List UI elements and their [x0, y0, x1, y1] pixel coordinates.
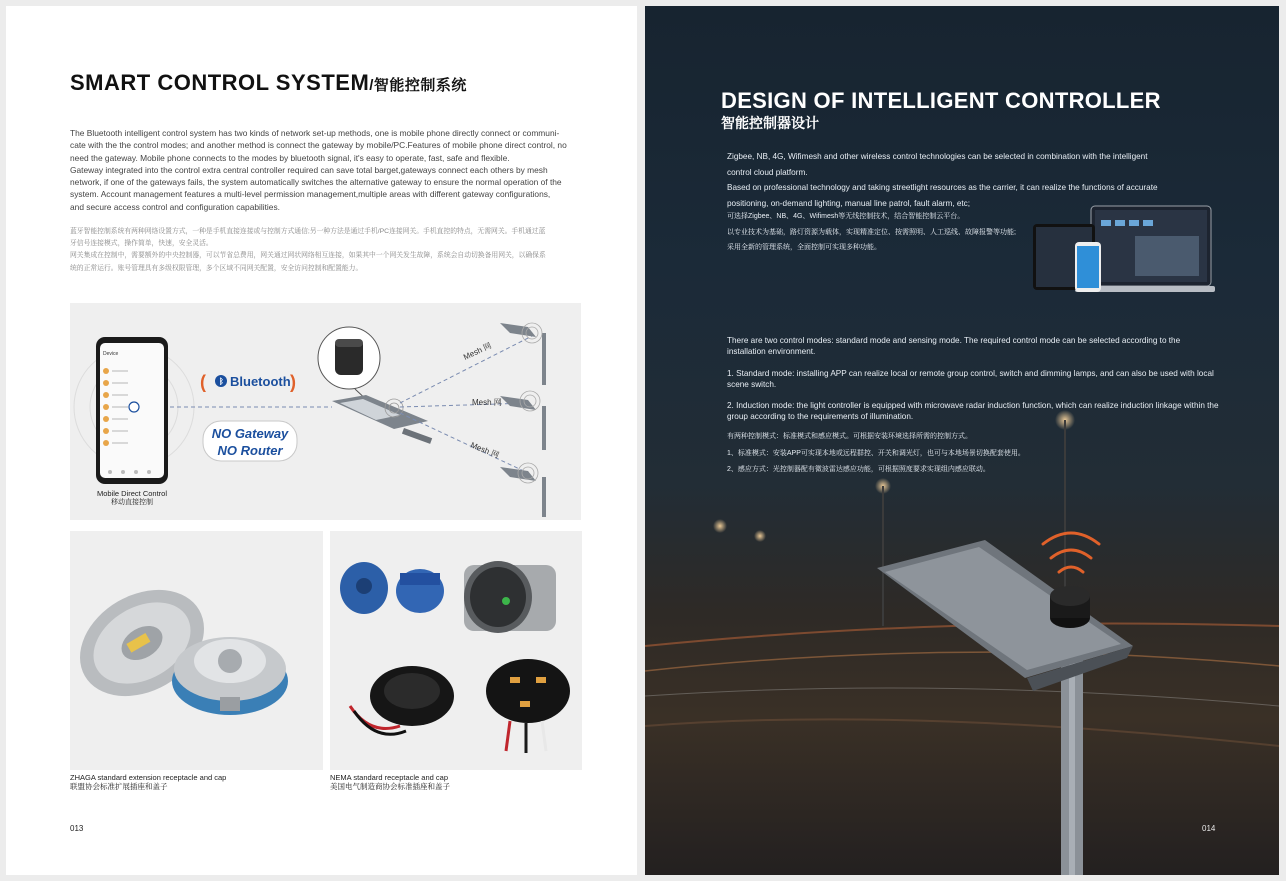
phone-caption-en: Mobile Direct Control [96, 489, 168, 498]
bluetooth-diagram [70, 303, 581, 520]
intro-line: and secure access control and configuration capabilities. [70, 201, 280, 212]
nema-illustration [330, 531, 582, 770]
mode-standard: 1. Standard mode: installing APP can realize local or remote group control, switch and dimming lamps, and can also be used with local scene switch. [727, 369, 1214, 389]
phone-header: Device [103, 351, 119, 357]
tech-paragraph-en [727, 149, 1197, 211]
bluetooth-label: Bluetooth [230, 374, 291, 389]
text-line: 有两种控制模式：标准模式和感应模式。可根据安装环境选择所需的控制方式。 [727, 433, 972, 440]
intro-line: The Bluetooth intelligent control system has two kinds of network set-up methods, one is mobile phone directly connect or communi- [70, 128, 560, 138]
text-line: control cloud platform. [727, 167, 808, 177]
intro-line-cn: 统的正常运行。账号管理具有多级权限管理，多个区域不同网关配置，安全访问控制和配置能力。 [70, 264, 363, 272]
phone-caption-cn: 移动直接控制 [111, 499, 153, 506]
svg-text:ᛒ: ᛒ [219, 377, 224, 386]
no-gateway-text: NO Gateway [211, 426, 289, 441]
controller-streetlight [877, 533, 1133, 875]
intro-english [70, 127, 586, 213]
page-title: DESIGN OF INTELLIGENT CONTROLLER [721, 88, 1161, 113]
intro-line-cn: 蓝牙智能控制系统有两种网络设置方式，一种是手机直接连接或与控制方式通信;另一种方法是通过手机/PC连接网关。手机直控的特点，无需网关。手机通过蓝 [70, 228, 546, 235]
nema-caption [330, 773, 450, 791]
page-title [70, 70, 467, 96]
page-title-cn: 智能控制器设计 [721, 115, 819, 131]
intro-line: need the gateway. Mobile phone connects to the modes by bluetooth signal, it's easy to operate, fast, safe and flexible. [70, 152, 510, 163]
road-streaks [645, 624, 1279, 747]
streetlight-small [500, 391, 546, 450]
intro-line-cn: 网关集成在控制中，需要额外的中央控制器，可以节省总费用，网关通过网状网络相互连接，如果其中一个网关发生故障，系统会自动切换备用网关，以确保系 [70, 252, 546, 260]
mode-induction: 2. Induction mode: the light controller is equipped with microwave radar induction function, which can realize induction linkage within the group according to the requirements of illumination. [727, 401, 1219, 421]
text-line: Zigbee, NB, 4G, Wifimesh and other wireless control technologies can be selected in combination with the intelligent [727, 152, 1148, 161]
main-streetlight [332, 395, 432, 444]
no-router-text: NO Router [217, 443, 283, 458]
devices-illustration [1033, 206, 1215, 292]
intro-line: Gateway integrated into the control extra central controller required can save total barget,gateways connect each others by mesh [70, 164, 548, 175]
mesh-label: Mesh 网 [462, 341, 493, 362]
text-line: positioning, on-demand lighting, manual line patrol, fault alarm, etc; [727, 198, 971, 208]
no-gateway-badge [203, 421, 297, 461]
title-en: SMART CONTROL SYSTEM [70, 70, 370, 95]
streetlight-small [500, 463, 546, 517]
intro-line: system. Account management features a multi-level permission management,multiple areas with different gateway configurations, [70, 189, 551, 200]
controller-bubble [318, 327, 380, 403]
left-page [6, 6, 637, 875]
zhaga-illustration [70, 531, 323, 770]
intro-line: network, if one of the gateways fails, the system automatically switches the alternative gateway to ensure the normal operation of the [70, 177, 562, 188]
text-line: 采用全新的管理系统，全面控制可实现多种功能。 [727, 244, 881, 251]
text-line: 2、感应方式：光控制器配有微波雷达感应功能，可根据照度要求实现组内感应联动。 [727, 466, 990, 473]
nema-caption-cn: 美国电气制造商协会标准插座和盖子 [330, 782, 450, 791]
zhaga-caption-cn: 联盟协会标准扩展插座和盖子 [70, 782, 168, 791]
phone-illustration [96, 337, 168, 484]
right-page [645, 6, 1279, 875]
bluetooth-badge [200, 372, 296, 392]
tech-paragraph-cn [727, 209, 1047, 256]
zhaga-caption [70, 773, 226, 791]
wireless-signal-icon [1043, 533, 1099, 572]
modes-cn [727, 429, 1219, 479]
diagram-svg [70, 303, 581, 520]
streetlight-small [500, 323, 546, 385]
nema-caption-en: NEMA standard receptacle and cap [330, 773, 448, 782]
svg-text:): ) [290, 372, 296, 392]
page-number: 013 [70, 824, 84, 833]
text-line: Based on professional technology and taking streetlight resources as the carrier, it can realize the functions of accurate [727, 183, 1158, 192]
page-number: 014 [1202, 824, 1216, 833]
text-line: 可选择Zigbee、NB、4G、Wifimesh等无线控制技术，结合智能控制云平台。 [727, 213, 965, 220]
mesh-label: Mesh 网 [469, 440, 501, 461]
intro-line: cate with the the control modes; and another method is connect the gateway by mobile/PC.Features of mobile phone direct control, no [70, 140, 567, 151]
text-line: 以专业技术为基础，路灯资源为载体，实现精准定位、按需照明、人工巡线、故障报警等功能; [727, 228, 1016, 236]
zhaga-photo [70, 531, 323, 770]
nema-photo [330, 531, 582, 770]
zhaga-caption-en: ZHAGA standard extension receptacle and cap [70, 773, 227, 782]
modes-intro: There are two control modes: standard mode and sensing mode. The required control mode can be selected according to the installation environment. [727, 336, 1181, 356]
intro-chinese [70, 226, 586, 275]
text-line: 1、标准模式：安装APP可实现本地或远程群控、开关和调光灯，也可与本地场景切换配套使用。 [727, 449, 1025, 457]
title-cn: /智能控制系统 [369, 77, 467, 94]
mesh-label: Mesh 网 [472, 398, 502, 407]
svg-text:(: ( [200, 372, 206, 392]
intro-line-cn: 牙信号连接模式，操作简单，快速，安全灵活。 [70, 240, 213, 248]
